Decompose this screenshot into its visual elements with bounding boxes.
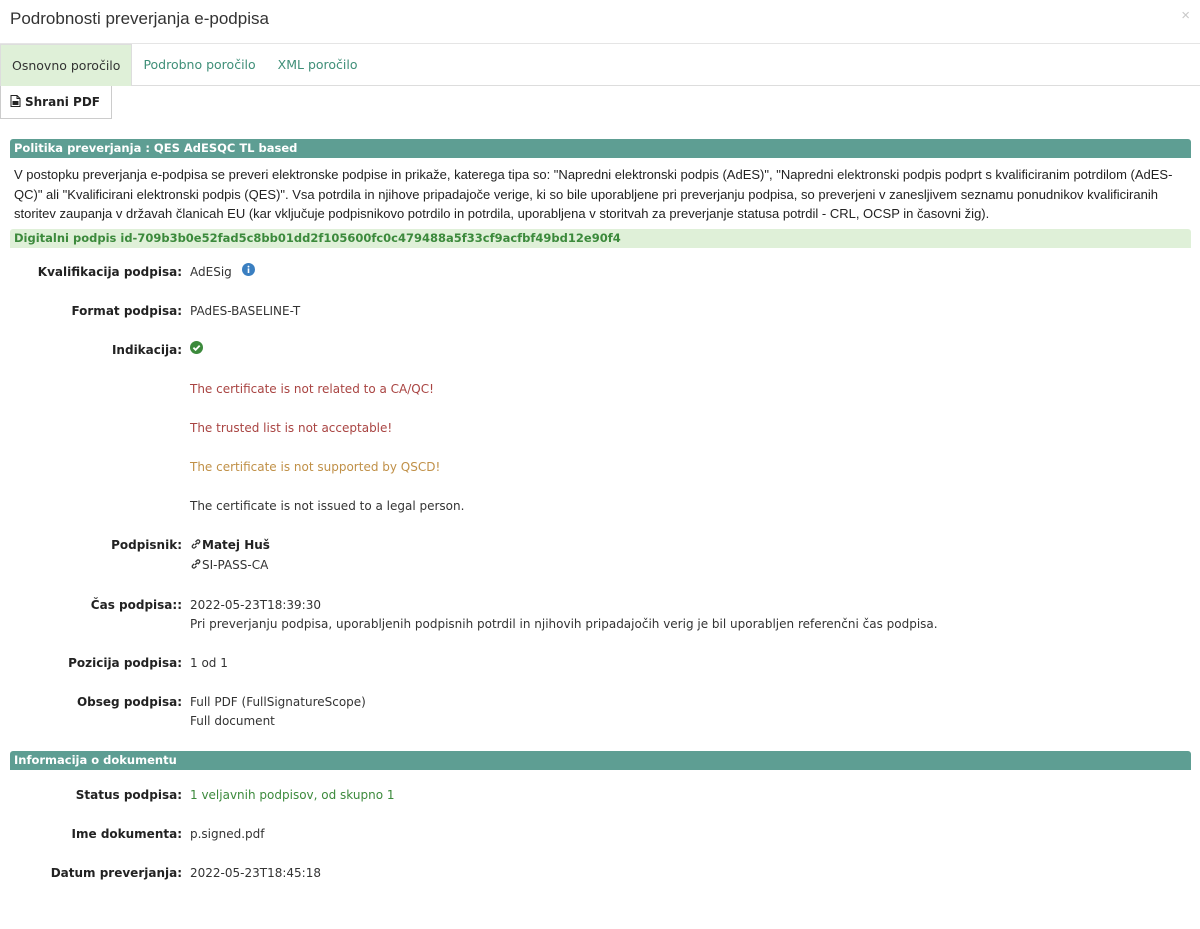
status-label: Status podpisa: xyxy=(75,787,182,802)
policy-header: Politika preverjanja : QES AdESQC TL based xyxy=(10,139,1191,158)
row-msg-tl xyxy=(10,419,1191,438)
signer-ca-link[interactable]: SI-PASS-CA xyxy=(202,557,269,572)
row-msg-ca xyxy=(10,380,1191,399)
row-document-name xyxy=(10,825,1191,844)
format-label: Format podpisa: xyxy=(71,303,182,318)
scope-value-1: Full PDF (FullSignatureScope) xyxy=(190,694,366,709)
validation-date-value: 2022-05-23T18:45:18 xyxy=(190,865,321,880)
info-message-legal: The certificate is not issued to a legal person. xyxy=(190,498,465,513)
policy-description: V postopku preverjanja e-podpisa se preveri elektronske podpise in prikaže, katerega tipa so: "Napredni elektronski podpis (AdES)", "Napredni elektronski podpis podprt s kvalificiranim potrdilom (AdES-QC)" ali "Kvalificirani elektronski podpis (QES)". Vsa potrdila in njihove pripadajoče verige, ki so bile uporabljene pri preverjanju podpisa, so preverjeni v zanesljivem seznamu ponudnikov kvalificiranih storitev zaupanja v državah članicah EU (kar vključuje podpisnikovo potrdilo in potrdila, uporabljena v storitvah za preverjanje statusa potrdil - CRL, OCSP in časovni žig). xyxy=(14,167,1173,221)
status-value: 1 veljavnih podpisov, od skupno 1 xyxy=(190,787,395,802)
row-position xyxy=(10,654,1191,673)
row-indication xyxy=(10,341,1191,360)
format-value: PAdES-BASELINE-T xyxy=(190,303,301,318)
file-pdf-icon xyxy=(10,95,21,110)
row-qualification xyxy=(10,263,1191,282)
error-message-ca-qc: The certificate is not related to a CA/QC! xyxy=(190,381,434,396)
row-validation-date xyxy=(10,864,1191,883)
row-scope xyxy=(10,693,1191,731)
qualification-label: Kvalifikacija podpisa: xyxy=(37,264,182,279)
position-value: 1 od 1 xyxy=(190,655,228,670)
signing-time-label: Čas podpisa:: xyxy=(90,597,182,612)
row-msg-qscd xyxy=(10,458,1191,477)
link-icon xyxy=(190,537,202,556)
position-label: Pozicija podpisa: xyxy=(68,655,182,670)
tab-xml-report[interactable]: XML poročilo xyxy=(277,57,358,72)
row-signing-time xyxy=(10,596,1191,634)
signing-time-note: Pri preverjanju podpisa, uporabljenih podpisnih potrdil in njihovih pripadajočih verig je bil uporabljen referenčni čas podpisa. xyxy=(190,616,938,631)
signing-time-value: 2022-05-23T18:39:30 xyxy=(190,597,321,612)
validation-date-label: Datum preverjanja: xyxy=(50,865,182,880)
document-name-value: p.signed.pdf xyxy=(190,826,265,841)
row-msg-legal xyxy=(10,497,1191,516)
document-header: Informacija o dokumentu xyxy=(10,751,1191,770)
scope-value-2: Full document xyxy=(190,713,275,728)
close-button[interactable]: × xyxy=(1181,7,1190,24)
tab-bar xyxy=(0,44,1200,86)
tab-basic-report[interactable]: Osnovno poročilo xyxy=(0,44,132,86)
indication-label: Indikacija: xyxy=(111,342,182,357)
tab-detailed-report[interactable]: Podrobno poročilo xyxy=(143,57,256,72)
warning-message-qscd: The certificate is not supported by QSCD! xyxy=(190,459,441,474)
toolbar xyxy=(0,86,1200,122)
row-status xyxy=(10,786,1191,805)
row-signer xyxy=(10,536,1191,576)
signature-header: Digitalni podpis id-709b3b0e52fad5c8bb01dd2f105600fc0c479488a5f33cf9acfbf49bd12e90f4 xyxy=(10,229,1191,248)
info-icon[interactable] xyxy=(242,263,255,282)
error-message-trusted-list: The trusted list is not acceptable! xyxy=(190,420,393,435)
save-pdf-label: Shrani PDF xyxy=(25,95,100,109)
report-content xyxy=(10,139,1191,883)
check-circle-icon xyxy=(190,341,203,360)
modal-title: Podrobnosti preverjanja e-podpisa xyxy=(10,9,269,28)
signer-label: Podpisnik: xyxy=(111,537,182,552)
modal-header xyxy=(0,0,1200,44)
row-format xyxy=(10,302,1191,321)
qualification-value: AdESig xyxy=(190,264,232,279)
scope-label: Obseg podpisa: xyxy=(76,694,182,709)
signer-name-link[interactable]: Matej Huš xyxy=(202,537,270,552)
save-pdf-button[interactable] xyxy=(0,86,112,119)
link-icon xyxy=(190,557,202,576)
document-name-label: Ime dokumenta: xyxy=(71,826,182,841)
